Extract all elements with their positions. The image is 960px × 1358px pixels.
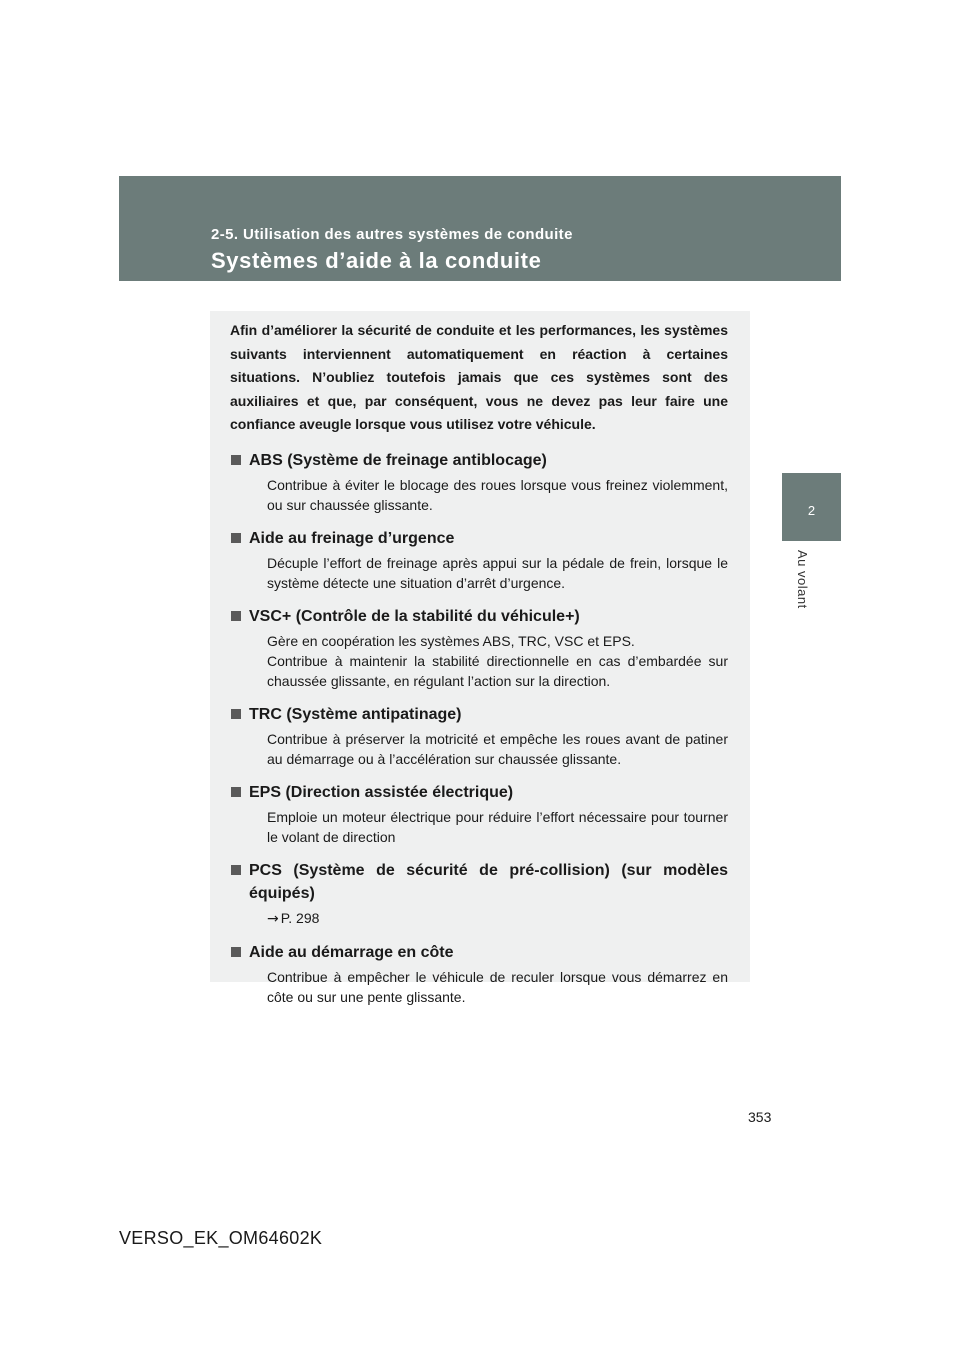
item-description: Contribue à maintenir la stabilité directionnelle en cas d’embardée sur chaussée glissante, en régulant l’action sur la direction.: [267, 652, 728, 689]
item-title: PCS (Système de sécurité de pré-collision) (sur modèles équipés): [249, 861, 728, 902]
bullet-square-icon: [231, 865, 241, 875]
list-item: [230, 703, 728, 769]
item-title: TRC (Système antipatinage): [249, 705, 462, 723]
item-description: Emploie un moteur électrique pour réduire l’effort nécessaire pour tourner le volant de direction: [267, 808, 728, 845]
chapter-tab-label: Au volant: [795, 550, 810, 609]
arrow-right-icon: →: [267, 910, 279, 927]
page-title: Systèmes d’aide à la conduite: [211, 248, 542, 273]
list-item: [230, 527, 728, 593]
item-title: VSC+ (Contrôle de la stabilité du véhicule+): [249, 607, 580, 625]
item-description: Contribue à empêcher le véhicule de reculer lorsque vous démarrez en côte ou sur une pente glissante.: [267, 968, 728, 1005]
item-title: Aide au démarrage en côte: [249, 943, 454, 961]
page-reference[interactable]: [267, 908, 728, 929]
item-title: EPS (Direction assistée électrique): [249, 783, 514, 801]
chapter-tab[interactable]: [782, 473, 841, 541]
list-item: [230, 449, 728, 515]
chapter-number: 2: [807, 503, 816, 518]
item-description: Gère en coopération les systèmes ABS, TRC, VSC et EPS.: [267, 632, 635, 649]
bullet-square-icon: [231, 611, 241, 621]
list-item: [230, 859, 728, 929]
item-description: Décuple l’effort de freinage après appui sur la pédale de frein, lorsque le système détecte une situation d’arrêt d’urgence.: [267, 554, 728, 591]
list-item: [230, 781, 728, 847]
item-description: Contribue à préserver la motricité et empêche les roues avant de patiner au démarrage ou à l’accélération sur chaussée glissante.: [267, 730, 728, 767]
bullet-square-icon: [231, 533, 241, 543]
bullet-square-icon: [231, 947, 241, 957]
section-label: 2-5. Utilisation des autres systèmes de conduite: [211, 226, 573, 243]
bullet-square-icon: [231, 787, 241, 797]
page-number: 353: [748, 1109, 772, 1125]
page-reference-text: P. 298: [280, 909, 320, 926]
content-box: [210, 311, 750, 1005]
item-description: Contribue à éviter le blocage des roues lorsque vous freinez violemment, ou sur chaussée glissante.: [267, 476, 728, 513]
document-id: VERSO_EK_OM64602K: [119, 1228, 323, 1248]
item-title: ABS (Système de freinage antiblocage): [249, 451, 547, 469]
item-title: Aide au freinage d’urgence: [249, 529, 455, 547]
bullet-square-icon: [231, 455, 241, 465]
intro-paragraph: Afin d’améliorer la sécurité de conduite et les performances, les systèmes suivants interviennent automatiquement en réaction à certaines situations. N’oubliez toutefois jamais que ces systèmes sont des auxiliaires et que, par conséquent, vous ne devez pas leur faire une confiance aveugle lorsque vous utilisez votre véhicule.: [230, 322, 728, 432]
list-item: [230, 941, 728, 1007]
list-item: [230, 605, 728, 691]
bullet-square-icon: [231, 709, 241, 719]
